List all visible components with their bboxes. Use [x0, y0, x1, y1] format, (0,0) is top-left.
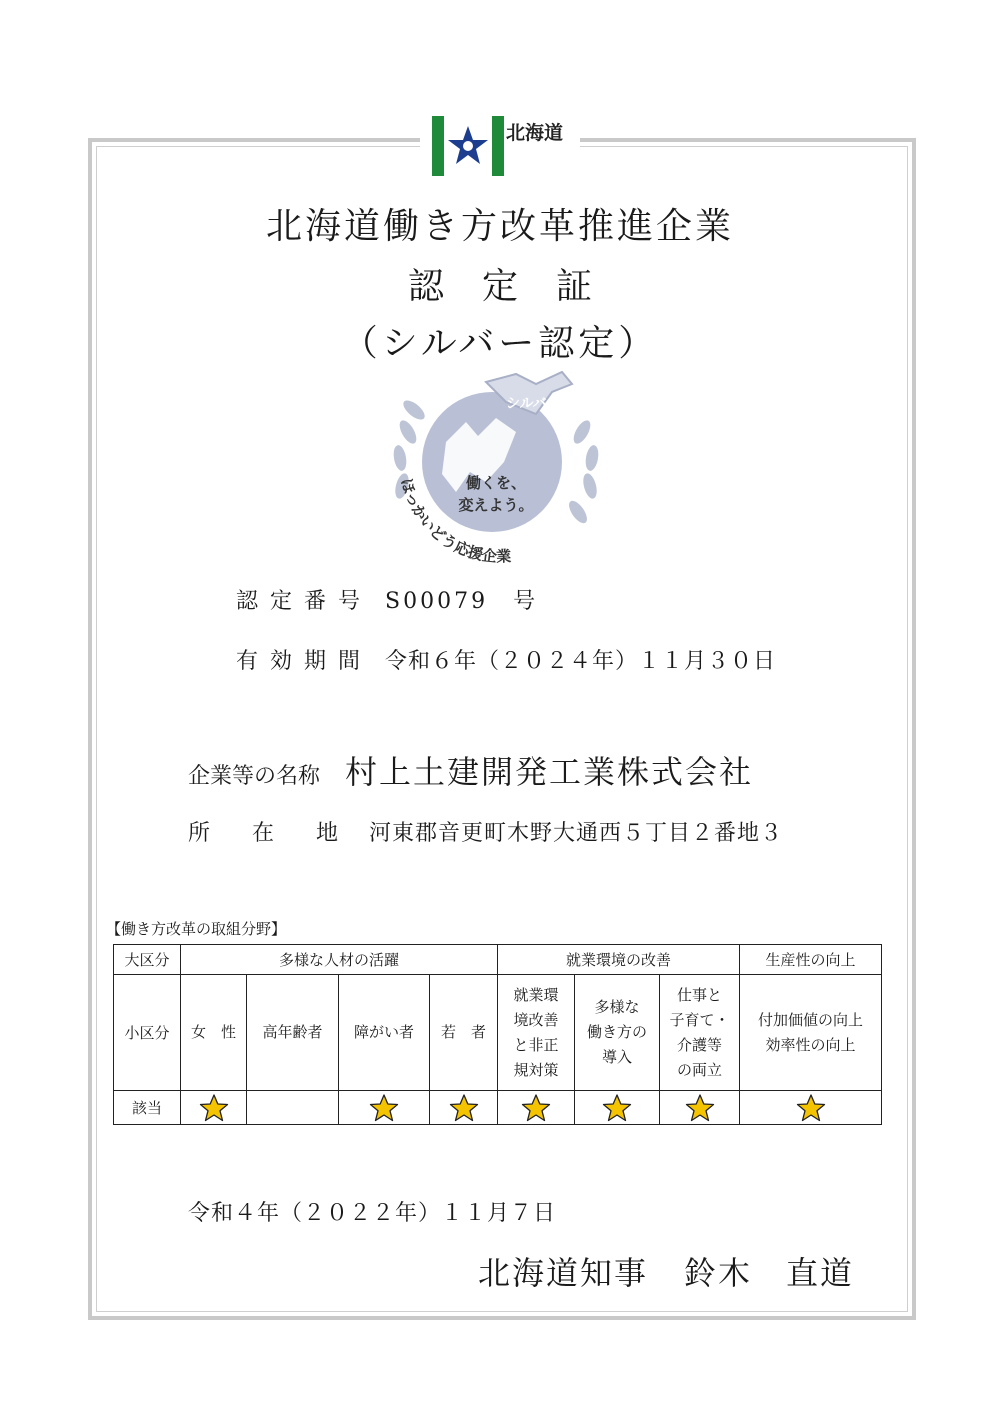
- company-name-row: [188, 752, 753, 797]
- sub-environment-nonregular: 就業環 境改善 と非正 規対策: [498, 975, 575, 1091]
- star-icon: [602, 1093, 632, 1123]
- star-icon: [521, 1093, 551, 1123]
- star-icon: [685, 1093, 715, 1123]
- sub-work-life-balance: 仕事と 子育て・ 介護等 の両立: [660, 975, 740, 1091]
- applies-row: [114, 1091, 882, 1125]
- group-diverse-talent: 多様な人材の活躍: [181, 945, 498, 975]
- applies-productivity: [740, 1091, 882, 1125]
- group-productivity: 生産性の向上: [740, 945, 882, 975]
- silver-certification-badge-icon: [386, 362, 608, 574]
- company-name-label: 企業等の名称: [188, 764, 321, 789]
- hokkaido-emblem: [420, 110, 580, 180]
- title-line-3: （シルバー認定）: [341, 323, 659, 364]
- applies-disabled: [339, 1091, 430, 1125]
- cert-number-value: S00079 号: [385, 589, 539, 614]
- cert-number-row: [236, 584, 538, 615]
- areas-heading: 【働き方改革の取組分野】: [106, 920, 287, 938]
- applies-label: 該当: [114, 1091, 181, 1125]
- sub-flexible-work: 多様な 働き方の 導入: [575, 975, 660, 1091]
- sub-productivity: 付加価値の向上 効率性の向上: [740, 975, 882, 1091]
- group-work-environment: 就業環境の改善: [498, 945, 740, 975]
- applies-youth: [430, 1091, 498, 1125]
- emblem-label: 北海道: [506, 122, 564, 144]
- work-style-areas-table: [113, 944, 882, 1125]
- company-address-value: 河東郡音更町木野大通西５丁目２番地３: [369, 821, 784, 846]
- company-name-value: 村上土建開発工業株式会社: [345, 753, 754, 791]
- company-address-row: [188, 816, 783, 847]
- sub-women: 女 性: [181, 975, 247, 1091]
- applies-flexible-work: [575, 1091, 660, 1125]
- validity-period-label: 有効期間: [236, 649, 373, 674]
- title-line-2: 認定証: [407, 266, 630, 307]
- signer: [478, 1248, 854, 1294]
- minor-label: 小区分: [114, 975, 181, 1091]
- applies-work-life-balance: [660, 1091, 740, 1125]
- hokkaido-emblem-icon: [432, 116, 504, 176]
- sub-disabled: 障がい者: [339, 975, 430, 1091]
- sub-youth: 若 者: [430, 975, 498, 1091]
- star-icon: [796, 1093, 826, 1123]
- applies-women: [181, 1091, 247, 1125]
- major-label: 大区分: [114, 945, 181, 975]
- star-icon: [199, 1093, 229, 1123]
- applies-environment-nonregular: [498, 1091, 575, 1125]
- applies-elderly: [247, 1091, 339, 1125]
- star-icon: [449, 1093, 479, 1123]
- star-icon: [369, 1093, 399, 1123]
- validity-period-value: 令和６年（２０２４年）１１月３０日: [385, 649, 777, 674]
- badge-rank: シルバー: [506, 396, 561, 412]
- company-address-label: 所 在 地: [188, 821, 349, 846]
- minor-category-row: [114, 975, 882, 1091]
- cert-number-label: 認定番号: [236, 589, 373, 614]
- badge-slogan-line2: 変えよう。: [458, 496, 534, 514]
- title-line-1: 北海道働き方改革推進企業: [265, 206, 734, 247]
- issue-date: 令和４年（２０２２年）１１月７日: [188, 1201, 557, 1226]
- validity-period-row: [236, 644, 776, 675]
- major-category-row: [114, 945, 882, 975]
- signer-title: 北海道知事: [478, 1254, 649, 1292]
- badge-slogan-line1: 働くを、: [465, 474, 527, 492]
- signer-name: 鈴木 直道: [684, 1254, 855, 1292]
- badge-arc-text: ほっかいどう応援企業: [397, 476, 512, 566]
- sub-elderly: 高年齢者: [247, 975, 339, 1091]
